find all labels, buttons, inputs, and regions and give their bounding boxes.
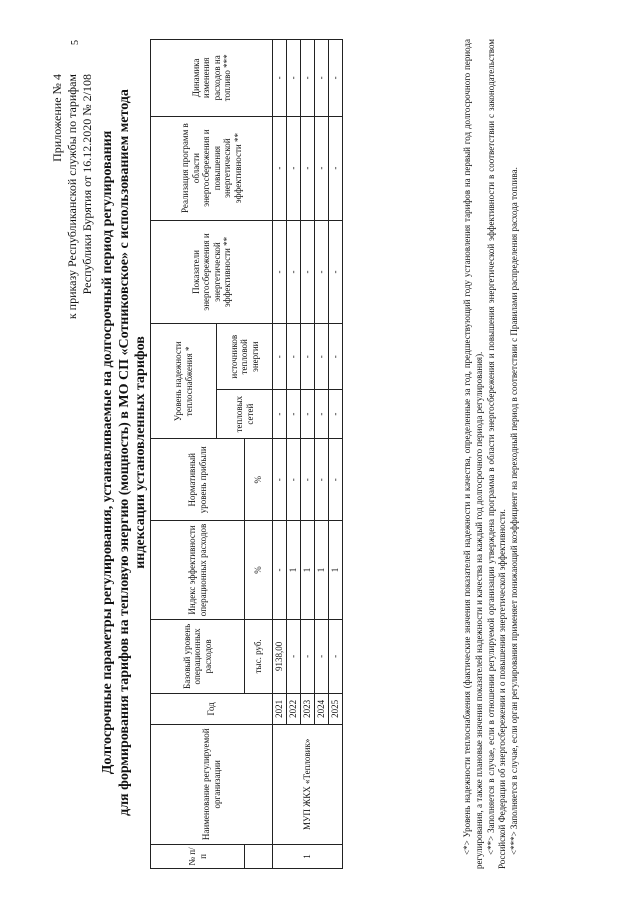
- appendix-line-1: Приложение № 4: [50, 74, 64, 162]
- appendix-line-2: к приказу Республиканской службы по тарифам: [65, 74, 79, 320]
- subheader-sources: источников тепловой энергии: [217, 324, 273, 390]
- cell-index: -: [273, 521, 287, 619]
- title-line-1: Долгосрочные параметры регулирования, устанавливаемые на долгосрочный период регулирования: [100, 130, 115, 775]
- cell-sources: -: [329, 324, 343, 390]
- header-reliability: Уровень надежности теплоснабжения *: [151, 324, 217, 439]
- table-row: [273, 40, 287, 869]
- cell-base: -: [301, 619, 315, 693]
- title-line-2: для формирования тарифов на тепловую энергию (мощность) в МО СП «Сотниковское» с использованием метода: [116, 89, 132, 816]
- header-fuel-dynamics: Динамика изменения расходов на топливо ***: [151, 40, 273, 117]
- cell-index: 1: [329, 521, 343, 619]
- cell-profit: -: [273, 439, 287, 521]
- cell-networks: -: [301, 390, 315, 439]
- cell-profit: -: [315, 439, 329, 521]
- header-energy-indicators: Показатели энергосбережения и энергетической эффективности **: [151, 220, 273, 324]
- cell-sources: -: [273, 324, 287, 390]
- header-profit-level: Нормативный уровень прибыли: [151, 439, 245, 521]
- page-number: 5: [70, 40, 81, 45]
- footnote-3: <***> Заполняется в случае, если орган регулирования применяет понижающий коэффициент на переходный период в соответствии с Правилами распределения расхода топлива.: [509, 167, 520, 855]
- cell-sources: -: [287, 324, 301, 390]
- footnotes: [462, 39, 521, 869]
- subheader-networks: тепловых сетей: [217, 390, 273, 439]
- cell-year: 2025: [329, 694, 343, 725]
- cell-base: 9138,00: [273, 619, 287, 693]
- cell-profit: -: [301, 439, 315, 521]
- cell-base: -: [287, 619, 301, 693]
- cell-fuel: -: [329, 40, 343, 117]
- cell-profit: -: [287, 439, 301, 521]
- cell-energy: -: [315, 220, 329, 324]
- cell-networks: -: [273, 390, 287, 439]
- cell-energy: -: [329, 220, 343, 324]
- unit-num: [245, 844, 273, 868]
- org-number: 1: [273, 844, 343, 868]
- header-programs: Реализация программ в области энергосбережения и повышения энергетической эффективности **: [151, 116, 273, 220]
- cell-networks: -: [329, 390, 343, 439]
- cell-energy: -: [273, 220, 287, 324]
- header-num: № п/п: [151, 844, 245, 868]
- header-year: Год: [151, 694, 273, 725]
- unit-base: тыс. руб.: [245, 619, 273, 693]
- header-efficiency-index: Индекс эффективности операционных расходов: [151, 521, 245, 619]
- header-org: Наименование регулируемой организации: [151, 724, 273, 844]
- cell-energy: -: [301, 220, 315, 324]
- cell-energy: -: [287, 220, 301, 324]
- cell-fuel: -: [315, 40, 329, 117]
- cell-year: 2021: [273, 694, 287, 725]
- cell-programs: -: [301, 116, 315, 220]
- title-line-3: индексации установленных тарифов: [133, 336, 148, 569]
- cell-sources: -: [315, 324, 329, 390]
- cell-programs: -: [287, 116, 301, 220]
- cell-index: 1: [287, 521, 301, 619]
- cell-programs: -: [273, 116, 287, 220]
- parameters-table: [150, 39, 343, 869]
- document-title: [100, 40, 150, 865]
- appendix-line-3: Республики Бурятия от 16.12.2020 № 2/108: [80, 74, 94, 295]
- cell-fuel: -: [287, 40, 301, 117]
- footnote-2: <**> Заполняется в случае, если в отношении регулируемой организации утверждена программа в области энергосбережения и повышения энергетической эффективности в соответствии с законодательством Российской Федерации об энергосбережении и о повышении энергетической эффективности.: [485, 39, 508, 869]
- cell-programs: -: [329, 116, 343, 220]
- header-base-costs: Базовый уровень операционных расходов: [151, 619, 245, 693]
- footnote-1: <*> Уровень надежности теплоснабжения (фактические значения показателей надежности и качества, определенные за год, предшествующий году установления тарифов на первый год долгосрочного периода регулирования, а также плановые значения показателей надежности и качества на каждый год долгосрочного периода регулирования).: [462, 39, 484, 869]
- unit-index: %: [245, 521, 273, 619]
- cell-fuel: -: [273, 40, 287, 117]
- cell-programs: -: [315, 116, 329, 220]
- cell-base: -: [329, 619, 343, 693]
- unit-profit: %: [245, 439, 273, 521]
- appendix-header: [50, 74, 95, 319]
- cell-fuel: -: [301, 40, 315, 117]
- cell-profit: -: [329, 439, 343, 521]
- cell-sources: -: [301, 324, 315, 390]
- cell-year: 2023: [301, 694, 315, 725]
- cell-networks: -: [315, 390, 329, 439]
- cell-networks: -: [287, 390, 301, 439]
- cell-index: 1: [315, 521, 329, 619]
- cell-base: -: [315, 619, 329, 693]
- cell-year: 2022: [287, 694, 301, 725]
- org-name: МУП ЖКХ «Тепловик»: [273, 724, 343, 844]
- cell-index: 1: [301, 521, 315, 619]
- cell-year: 2024: [315, 694, 329, 725]
